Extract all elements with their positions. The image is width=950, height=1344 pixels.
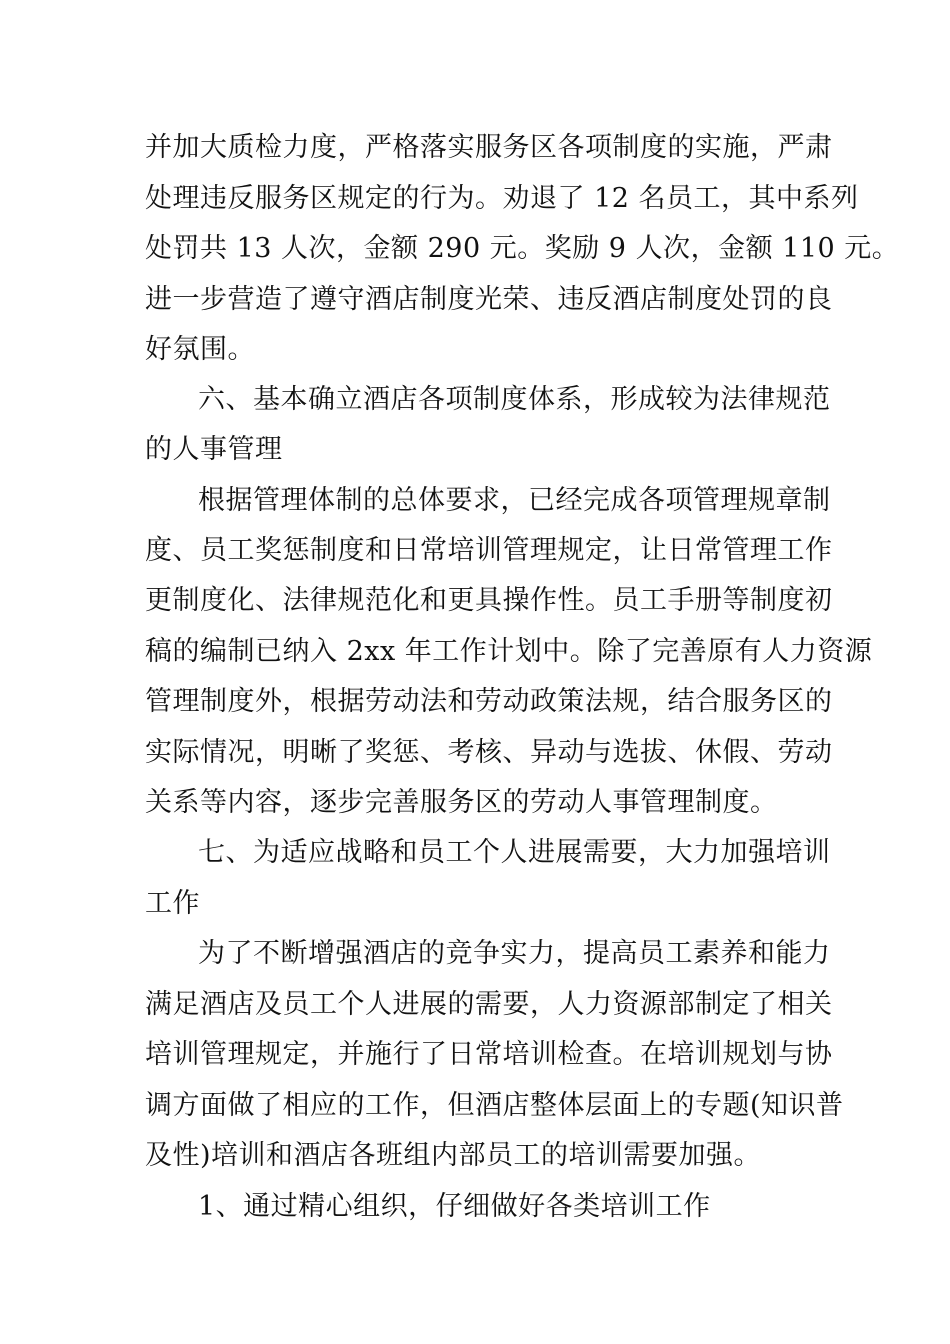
body-text-line: 满足酒店及员工个人进展的需要，人力资源部制定了相关 bbox=[145, 989, 833, 1020]
section-heading-7-cont: 工作 bbox=[145, 888, 200, 919]
section-heading-7: 七、为适应战略和员工个人进展需要，大力加强培训 bbox=[198, 837, 831, 868]
body-text-line: 根据管理体制的总体要求，已经完成各项管理规章制 bbox=[198, 485, 831, 516]
subsection-heading-1: 1、通过精心组织，仔细做好各类培训工作 bbox=[198, 1191, 711, 1222]
body-text-line: 关系等内容，逐步完善服务区的劳动人事管理制度。 bbox=[145, 787, 778, 818]
body-text-line: 更制度化、法律规范化和更具操作性。员工手册等制度初 bbox=[145, 585, 833, 616]
body-text-line: 培训管理规定，并施行了日常培训检查。在培训规划与协 bbox=[145, 1039, 833, 1070]
body-text-line: 实际情况，明晰了奖惩、考核、异动与选拔、休假、劳动 bbox=[145, 737, 833, 768]
body-text-line: 及性)培训和酒店各班组内部员工的培训需要加强。 bbox=[145, 1140, 762, 1171]
body-text-line: 调方面做了相应的工作，但酒店整体层面上的专题(知识普 bbox=[145, 1090, 844, 1121]
body-text-line: 稿的编制已纳入 2xx 年工作计划中。除了完善原有人力资源 bbox=[145, 636, 873, 667]
body-text-line: 度、员工奖惩制度和日常培训管理规定，让日常管理工作 bbox=[145, 535, 833, 566]
body-text-line: 好氛围。 bbox=[145, 334, 255, 365]
section-heading-6: 六、基本确立酒店各项制度体系，形成较为法律规范 bbox=[198, 384, 831, 415]
body-text-line: 为了不断增强酒店的竞争实力，提高员工素养和能力 bbox=[198, 938, 831, 969]
body-text-line: 处罚共 13 人次，金额 290 元。奖励 9 人次，金额 110 元。 bbox=[145, 233, 900, 264]
body-text-line: 管理制度外，根据劳动法和劳动政策法规，结合服务区的 bbox=[145, 686, 833, 717]
section-heading-6-cont: 的人事管理 bbox=[145, 434, 283, 465]
body-text-line: 并加大质检力度，严格落实服务区各项制度的实施，严肃 bbox=[145, 132, 833, 163]
body-text-line: 进一步营造了遵守酒店制度光荣、违反酒店制度处罚的良 bbox=[145, 284, 833, 315]
body-text-line: 处理违反服务区规定的行为。劝退了 12 名员工，其中系列 bbox=[145, 183, 859, 214]
